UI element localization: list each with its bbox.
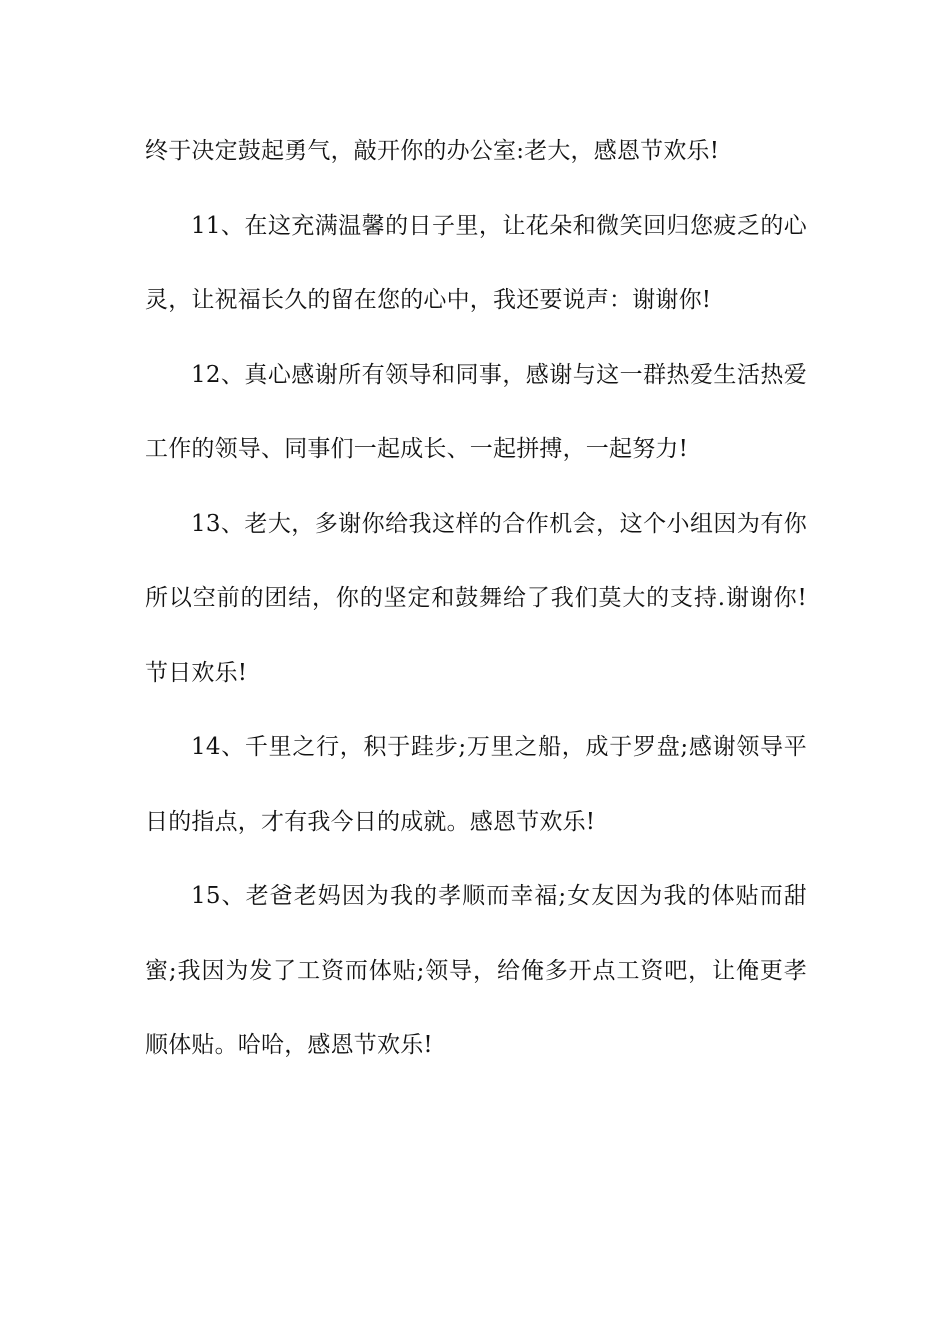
- paragraph-item-11: 11、在这充满温馨的日子里，让花朵和微笑回归您疲乏的心灵，让祝福长久的留在您的心中，我还要说声：谢谢你!: [145, 212, 807, 313]
- paragraph-continuation: 终于决定鼓起勇气，敲开你的办公室:老大，感恩节欢乐!: [145, 138, 720, 164]
- paragraph-item-12: 12、真心感谢所有领导和同事，感谢与这一群热爱生活热爱工作的领导、同事们一起成长、一起拼搏，一起努力!: [145, 361, 807, 462]
- paragraph-item-13: 13、老大，多谢你给我这样的合作机会，这个小组因为有你所以空前的团结，你的坚定和鼓舞给了我们莫大的支持.谢谢你! 节日欢乐!: [145, 510, 807, 686]
- paragraph-item-15: 15、老爸老妈因为我的孝顺而幸福;女友因为我的体贴而甜蜜;我因为发了工资而体贴;领导，给俺多开点工资吧，让俺更孝顺体贴。哈哈，感恩节欢乐!: [145, 883, 807, 1058]
- document-body: [145, 114, 807, 1083]
- paragraph-item-14: 14、千里之行，积于跬步;万里之船，成于罗盘;感谢领导平日的指点，才有我今日的成就。感恩节欢乐!: [145, 734, 807, 835]
